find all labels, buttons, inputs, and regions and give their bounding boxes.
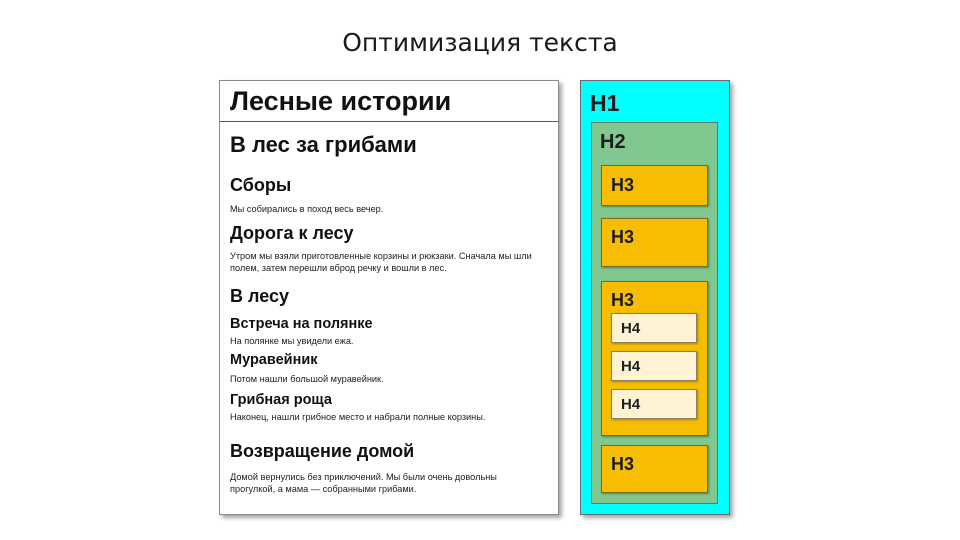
outline-h4-label-2: H4 <box>621 358 641 375</box>
doc-text-2: Утром мы взяли приготовленные корзины и рюкзаки. Сначала мы шли полем, затем перешли вброд речку и вошли в лес. <box>230 251 532 273</box>
doc-text-5: Наконец, нашли грибное место и набрали полные корзины. <box>230 412 486 422</box>
doc-h2: В лес за грибами <box>230 132 417 157</box>
outline-h3-label-1: H3 <box>611 175 635 195</box>
outline-h4-label-3: H4 <box>621 396 641 413</box>
doc-h3-2: Дорога к лесу <box>230 223 354 243</box>
doc-h4-1: Встреча на полянке <box>230 316 373 332</box>
doc-h3-1: Сборы <box>230 175 292 195</box>
outline-h3-box-2 <box>601 218 708 267</box>
doc-h3-3: В лесу <box>230 286 289 306</box>
outline-h4-label-1: H4 <box>621 320 641 337</box>
outline-h3-box-4 <box>601 445 708 493</box>
doc-text-3: На полянке мы увидели ежа. <box>230 336 354 346</box>
outline-h4-box-1 <box>611 313 697 343</box>
doc-text-6: Домой вернулись без приключений. Мы были очень довольны прогулкой, а мама — собранными грибами. <box>230 472 497 494</box>
outline-h3-label-3: H3 <box>611 290 635 310</box>
document-header <box>220 81 558 122</box>
outline-h4-box-2 <box>611 351 697 381</box>
outline-h4-box-3 <box>611 389 697 419</box>
doc-h4-3: Грибная роща <box>230 392 332 408</box>
doc-text-4: Потом нашли большой муравейник. <box>230 374 384 384</box>
doc-text-1: Мы собирались в поход весь вечер. <box>230 204 384 214</box>
doc-h1: Лесные истории <box>230 86 452 116</box>
outline-h3-box-1 <box>601 165 708 206</box>
outline-h1-label: H1 <box>590 90 620 116</box>
document-page <box>219 80 559 515</box>
outline-h3-label-2: H3 <box>611 227 635 247</box>
outline-h3-label-4: H3 <box>611 454 635 474</box>
doc-h4-2: Муравейник <box>230 352 318 368</box>
slide-title: Оптимизация текста <box>342 28 618 57</box>
doc-h3-4: Возвращение домой <box>230 441 415 461</box>
outline-h2-label: H2 <box>600 131 626 153</box>
